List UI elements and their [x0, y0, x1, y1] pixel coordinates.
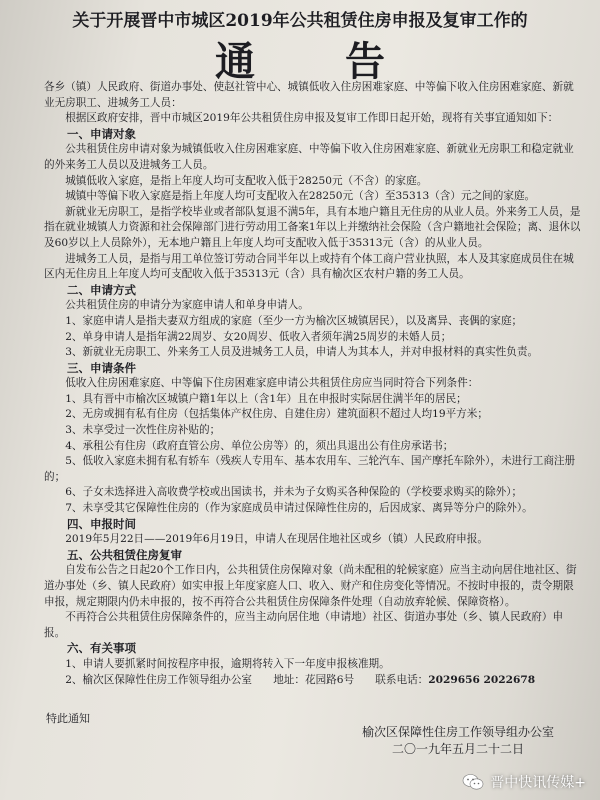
intro-paragraph: 根据区政府安排，晋中市城区2019年公共租赁住房申报及复审工作即日起开始，现将有关事宜通知如下： — [65, 112, 559, 125]
section-paragraph: 自发布公告之日起20个工作日内，公共租赁住房保障对象（尚未配租的轮候家庭）应当主动向居住地社区、街道办事处（乡、镇人民政府）如实申报上年度家庭人口、收入、财产和住房变化等情况。不按时申报的，责令期限申报，规定期限内仍未申报的，按不再符合公共租赁住房保障条件处理（自动放弃轮候、保障资格）。 — [44, 564, 577, 608]
section-paragraph: 3、未享受过一次性住房补贴的； — [65, 424, 221, 437]
section-heading: 一、申请对象 — [67, 126, 136, 141]
section-heading: 四、申报时间 — [67, 516, 136, 531]
section-paragraph: 低收入住房困难家庭、中等偏下住房困难家庭申请公共租赁住房应当同时符合下列条件： — [65, 377, 479, 390]
signature-org: 榆次区保障性住房工作领导组办公室 — [361, 725, 554, 739]
notice-heading: 通告 — [215, 38, 475, 85]
section-heading: 五、公共租赁住房复审 — [67, 547, 182, 562]
watermark-text: 晋中快讯传媒+ — [490, 775, 586, 791]
section-paragraph: 1、具有晋中市榆次区城镇户籍1年以上（含1年）且在申报时实际居住满半年的居民； — [65, 392, 467, 405]
section-paragraph: 1、申请人要抓紧时间按程序申报，逾期将转入下一年度申报核准期。 — [65, 657, 390, 670]
notice-title: 关于开展晋中市城区2019年公共租赁住房申报及复审工作的 — [72, 11, 528, 31]
notice-body — [44, 80, 582, 688]
section-paragraph: 7、未享受其它保障性住房的（作为家庭成员申请过保障性住房的，后因成家、离异等分户的除外）。 — [65, 502, 533, 515]
section-paragraph: 2019年5月22日——2019年6月19日，申请人在现居住地社区或乡（镇）人民政府申报。 — [65, 533, 488, 546]
section-heading: 三、申请条件 — [67, 360, 136, 375]
section-heading: 六、有关事项 — [67, 641, 136, 656]
contact-prefix: 2、榆次区保障性住房工作领导组办公室 地址：花园路6号 联系电话： — [65, 673, 429, 686]
watermark — [462, 772, 586, 792]
section-paragraph: 进城务工人员，是指与用工单位签订劳动合同半年以上或持有个体工商户营业执照，本人及其家庭成员住在城区内无住房且上年度人均可支配收入低于35313元（含）具有榆次区农村户籍的务工人员。 — [44, 252, 574, 281]
section-paragraph: 3、新就业无房职工、外来务工人员及进城务工人员，申请人为其本人，并对申报材料的真实性负责。 — [65, 346, 539, 359]
addressee: 各乡（镇）人民政府、街道办事处、使赵社管中心、城镇低收入住房困难家庭、中等偏下收入住房困难家庭、新就业无房职工、进城务工人员： — [44, 81, 574, 109]
contact-phone: 2029656 2022678 — [428, 673, 536, 686]
signature-block — [362, 724, 554, 758]
section-paragraph: 6、子女未选择进入高收费学校或出国读书，并未为子女购买各种保险的（学校要求购买的除外）； — [65, 486, 523, 499]
wechat-icon — [462, 773, 484, 791]
section-heading: 二、申请方式 — [67, 282, 136, 297]
section-paragraph: 2、无房或拥有私有住房（包括集体产权住房、自建住房）建筑面积不超过人均19平方米； — [65, 408, 488, 421]
section-paragraph: 公共租赁住房申请对象为城镇低收入住房困难家庭、中等偏下收入住房困难家庭、新就业无房职工和稳定就业的外来务工人员以及进城务工人员。 — [44, 143, 574, 171]
signature-date: 二〇一九年五月二十二日 — [391, 742, 524, 756]
contact-line — [44, 673, 582, 689]
section-paragraph: 公共租赁住房的申请分为家庭申请人和单身申请人。 — [65, 299, 309, 312]
section-paragraph: 4、承租公有住房（政府直管公房、单位公房等）的，须出具退出公有住房承诺书； — [65, 439, 454, 452]
section-paragraph: 5、低收入家庭未拥有私有轿车（残疾人专用车、基本农用车、三轮汽车、国产摩托车除外），未进行工商注册的； — [44, 455, 576, 483]
section-paragraph: 1、家庭申请人是指夫妻双方组成的家庭（至少一方为榆次区城镇居民），以及离异、丧偶的家庭； — [65, 314, 523, 327]
section-paragraph: 2、单身申请人是指年满22周岁、女20周岁、低收入者须年满25周岁的未婚人员； — [65, 330, 452, 343]
closing-text: 特此通知 — [46, 712, 90, 725]
section-paragraph: 新就业无房职工，是指学校毕业或者部队复退不满5年，具有本地户籍且无住房的从业人员。外来务工人员，是指在就业城镇人力资源和社会保障部门进行劳动用工备案1年以上并缴纳社会保险（含户籍地社会保险；离、退休以及60岁以上人员除外），无本地户籍且上年度人均可支配收入低于35313元（含）的从业人员。 — [44, 205, 581, 249]
section-paragraph: 城镇中等偏下收入家庭是指上年度人均可支配收入在28250元（含）至35313（含）元之间的家庭。 — [65, 190, 536, 203]
section-paragraph: 不再符合公共租赁住房保障条件的，应当主动向居住地（申请地）社区、街道办事处（乡、镇人民政府）申报。 — [44, 611, 564, 639]
section-paragraph: 城镇低收入家庭，是指上年度人均可支配收入低于28250元（不含）的家庭。 — [65, 174, 428, 187]
